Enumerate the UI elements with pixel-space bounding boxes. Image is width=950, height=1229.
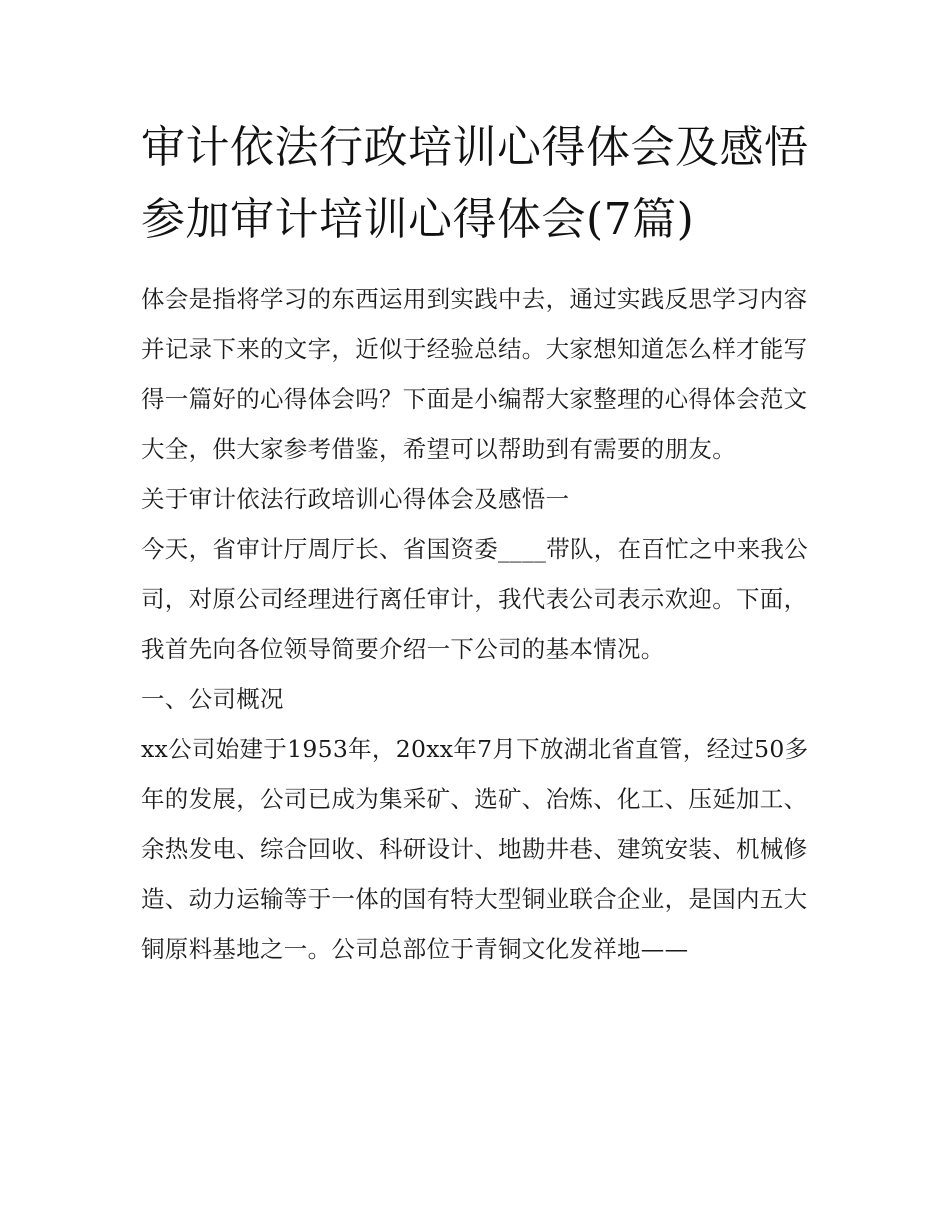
- document-body: [141, 112, 813, 974]
- intro-paragraph: 体会是指将学习的东西运用到实践中去，通过实践反思学习内容并记录下来的文字，近似于经验总结。大家想知道怎么样才能写得一篇好的心得体会吗？下面是小编帮大家整理的心得体会范文大全，供大家参考借鉴，希望可以帮助到有需要的朋友。: [141, 285, 808, 463]
- document-title: 审计依法行政培训心得体会及感悟 参加审计培训心得体会(7篇): [141, 122, 809, 245]
- company-overview-paragraph: xx公司始建于1953年，20xx年7月下放湖北省直管，经过50多年的发展，公司已成为集采矿、选矿、冶炼、化工、压延加工、余热发电、综合回收、科研设计、地勘井巷、建筑安装、机械修造、动力运输等于一体的国有特大型铜业联合企业，是国内五大铜原料基地之一。公司总部位于青铜文化发祥地——: [141, 735, 809, 963]
- company-overview-heading: 一、公司概况: [141, 685, 284, 713]
- welcome-paragraph: 今天，省审计厅周厅长、省国资委____带队，在百忙之中来我公司，对原公司经理进行离任审计，我代表公司表示欢迎。下面，我首先向各位领导简要介绍一下公司的基本情况。: [141, 535, 808, 663]
- section-heading-one: 关于审计依法行政培训心得体会及感悟一: [141, 485, 570, 513]
